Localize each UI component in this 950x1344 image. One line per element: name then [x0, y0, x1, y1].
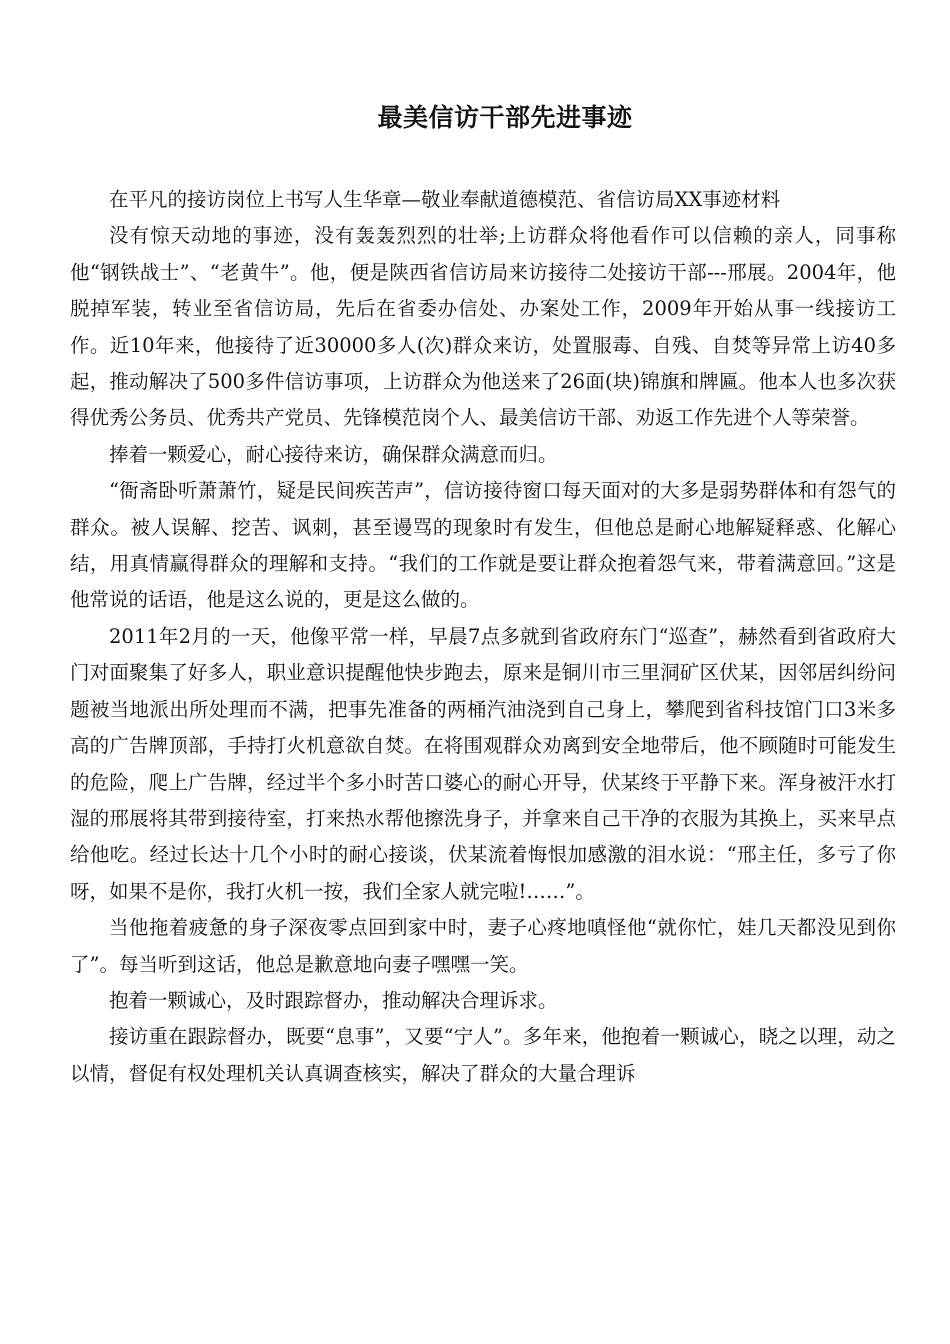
paragraph-family: 当他拖着疲惫的身子深夜零点回到家中时，妻子心疼地嗔怪他“就你忙，娃几天都没见到你了”。每当听到这话，他总是歉意地向妻子嘿嘿一笑。: [70, 916, 896, 976]
paragraph-incident-2011: 2011年2月的一天，他像平常一样，早晨7点多就到省政府东门“巡查”，赫然看到省政府大门对面聚集了好多人，职业意识提醒他快步跑去，原来是铜川市三里洞矿区伏某，因邻居纠纷问题被当地派出所处理而不满，把事先准备的两桶汽油浇到自己身上，攀爬到省科技馆门口3米多高的广告牌顶部，手持打火机意欲自焚。在将围观群众劝离到安全地带后，他不顾随时可能发生的危险，爬上广告牌，经过半个多小时苦口婆心的耐心开导，伏某终于平静下来。浑身被汗水打湿的邢展将其带到接待室，打来热水帮他擦洗身子，并拿来自己干净的衣服为其换上，买来早点给他吃。经过长达十几个小时的耐心接谈，伏某流着悔恨加感激的泪水说：“邢主任，多亏了你呀，如果不是你，我打火机一按，我们全家人就完啦!……”。: [70, 624, 896, 903]
paragraph-subtitle: 在平凡的接访岗位上书写人生华章—敬业奉献道德模范、省信访局XX事迹材料: [109, 188, 781, 211]
document-title: 最美信访干部先进事迹: [377, 103, 633, 132]
document-body: [70, 182, 896, 1092]
paragraph-patience: “衙斋卧听萧萧竹，疑是民间疾苦声”，信访接待窗口每天面对的大多是弱势群体和有怨气的群众。被人误解、挖苦、讽刺，甚至谩骂的现象时有发生，但他总是耐心地解疑释惑、化解心结，用真情赢得群众的理解和支持。“我们的工作就是要让群众抱着怨气来，带着满意回。”这是他常说的话语，他是这么说的，更是这么做的。: [70, 479, 896, 612]
paragraph-follow-up: 接访重在跟踪督办，既要“息事”，又要“宁人”。多年来，他抱着一颗诚心，晓之以理，动之以情，督促有权处理机关认真调查核实，解决了群众的大量合理诉: [70, 1025, 896, 1085]
paragraph-intro: 没有惊天动地的事迹，没有轰轰烈烈的壮举;上访群众将他看作可以信赖的亲人，同事称他“钢铁战士”、“老黄牛”。他，便是陕西省信访局来访接待二处接访干部---邢展。2004年，他脱掉军装，转业至省信访局，先后在省委办信处、办案处工作，2009年开始从事一线接访工作。近10年来，他接待了近30000多人(次)群众来访，处置服毒、自残、自焚等异常上访40多起，推动解决了500多件信访事项，上访群众为他送来了26面(块)锦旗和牌匾。他本人也多次获得优秀公务员、优秀共产党员、先锋模范岗个人、最美信访干部、劝返工作先进个人等荣誉。: [70, 224, 896, 430]
paragraph-heading-love: 捧着一颗爱心，耐心接待来访，确保群众满意而归。: [109, 442, 558, 466]
paragraph-heading-sincerity: 抱着一颗诚心，及时跟踪督办，推动解决合理诉求。: [109, 988, 558, 1012]
